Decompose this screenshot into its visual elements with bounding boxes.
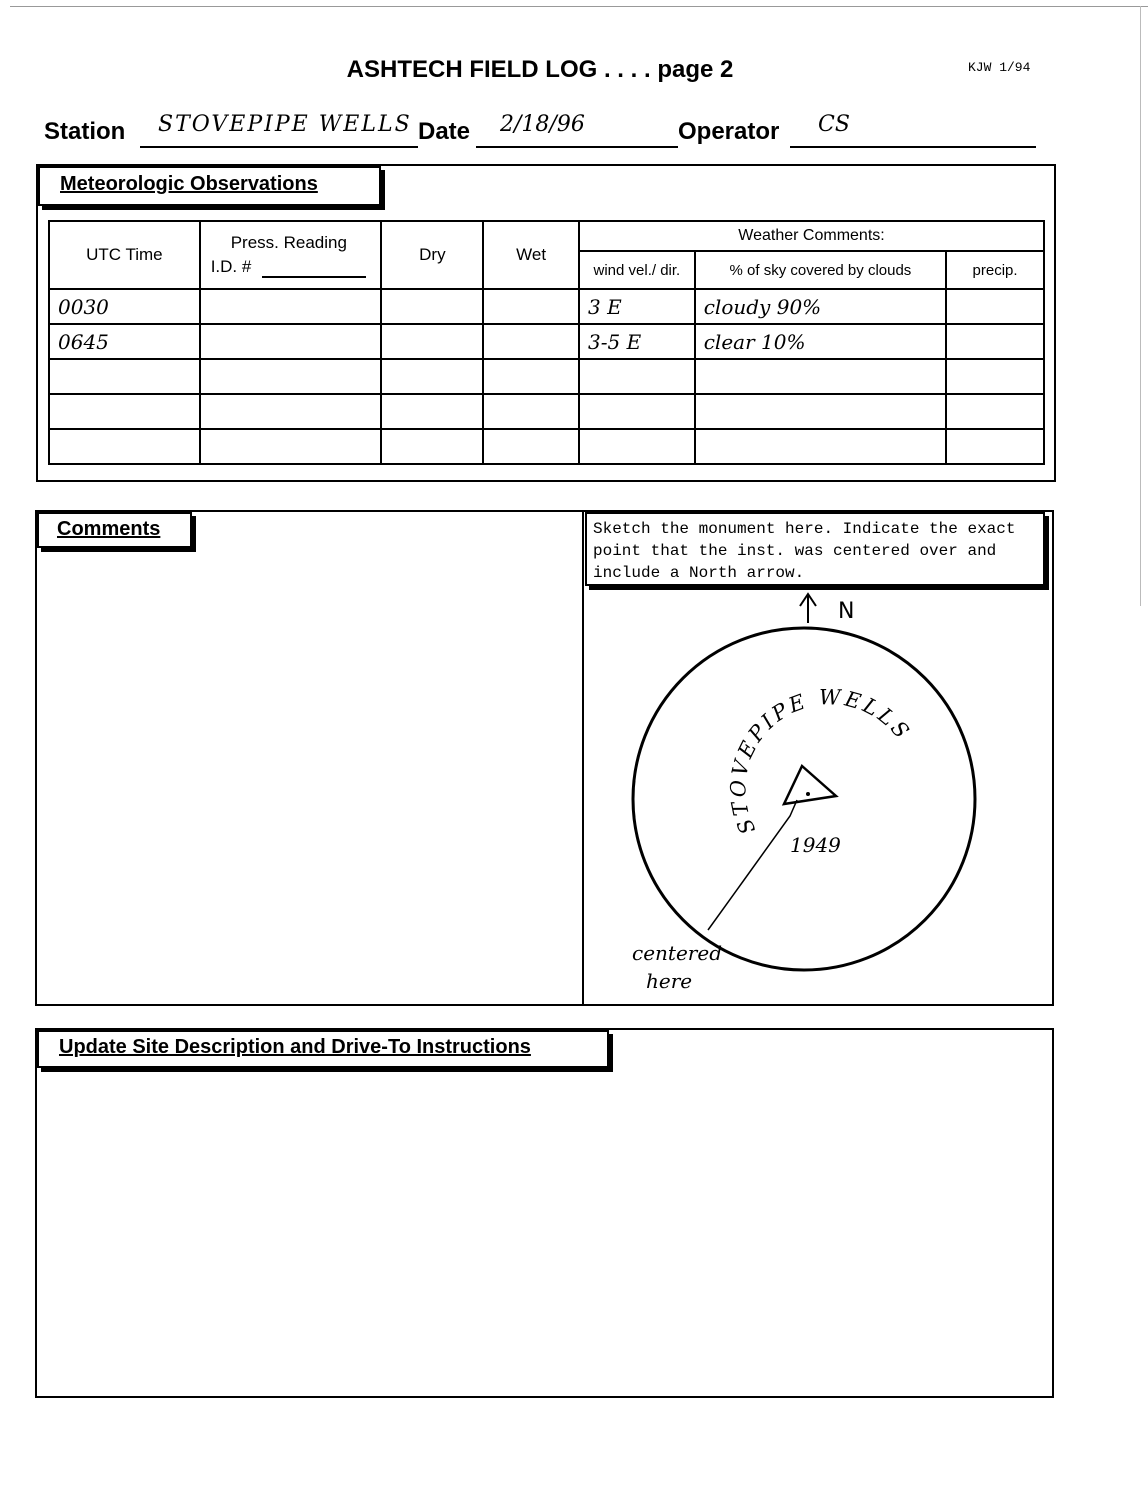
utc-time-cell[interactable]: 0030	[49, 289, 200, 324]
form-title: ASHTECH FIELD LOG . . . . page 2	[346, 56, 734, 83]
wind-cell[interactable]: 3 E	[579, 289, 695, 324]
station-label: Station	[44, 118, 126, 145]
dry-cell[interactable]	[381, 429, 483, 464]
sky-header: % of sky covered by clouds	[695, 251, 946, 289]
utc-time-cell[interactable]	[49, 394, 200, 429]
table-row	[49, 359, 1044, 394]
center-point-icon	[806, 792, 810, 796]
wind-cell[interactable]	[579, 429, 695, 464]
wind-cell[interactable]	[579, 359, 695, 394]
press-cell[interactable]	[200, 429, 382, 464]
press-id-label: I.D. #	[210, 257, 252, 276]
table-row	[49, 324, 1044, 359]
table-row	[49, 289, 1044, 324]
sky-cell[interactable]	[695, 359, 946, 394]
meteorologic-section-title: Meteorologic Observations	[38, 166, 381, 206]
operator-underline	[790, 146, 1036, 148]
comments-area[interactable]	[40, 556, 576, 996]
sky-cell[interactable]: clear 10%	[695, 324, 946, 359]
wind-cell[interactable]: 3-5 E	[579, 324, 695, 359]
press-reading-label: Press. Reading	[230, 233, 347, 252]
precip-cell[interactable]	[946, 359, 1044, 394]
wet-cell[interactable]	[483, 359, 579, 394]
precip-cell[interactable]	[946, 289, 1044, 324]
sky-cell[interactable]: cloudy 90%	[695, 289, 946, 324]
page-edge-top	[10, 6, 1148, 7]
wet-header: Wet	[483, 221, 579, 289]
sky-cell[interactable]	[695, 394, 946, 429]
centered-label: centered	[632, 941, 722, 965]
update-description-area[interactable]	[40, 1076, 1048, 1392]
dry-cell[interactable]	[381, 359, 483, 394]
north-label: N	[838, 599, 855, 624]
table-row	[49, 394, 1044, 429]
dry-cell[interactable]	[381, 394, 483, 429]
form-code: KJW 1/94	[968, 60, 1031, 75]
utc-time-cell[interactable]	[49, 359, 200, 394]
north-arrow-icon	[800, 594, 816, 623]
dry-header: Dry	[381, 221, 483, 289]
meteorologic-table	[48, 220, 1045, 465]
monument-year: 1949	[790, 833, 841, 857]
here-label: here	[646, 969, 693, 993]
precip-header: precip.	[946, 251, 1044, 289]
comments-section-title: Comments	[37, 512, 192, 548]
press-reading-header	[200, 221, 382, 289]
date-field[interactable]: 2/18/96	[500, 112, 585, 137]
update-section-title: Update Site Description and Drive-To Instructions	[37, 1030, 609, 1068]
press-cell[interactable]	[200, 324, 382, 359]
station-underline	[140, 146, 418, 148]
triangle-mark-icon	[784, 766, 836, 804]
monument-text: STOVEPIPE WELLS	[726, 685, 916, 838]
operator-label: Operator	[678, 118, 780, 145]
precip-cell[interactable]	[946, 429, 1044, 464]
wet-cell[interactable]	[483, 289, 579, 324]
page-edge-right	[1140, 6, 1141, 606]
press-id-field[interactable]	[262, 276, 366, 278]
operator-field[interactable]: CS	[818, 112, 850, 137]
sky-cell[interactable]	[695, 429, 946, 464]
monument-circle	[633, 628, 975, 970]
press-cell[interactable]	[200, 359, 382, 394]
table-row	[49, 429, 1044, 464]
utc-time-cell[interactable]: 0645	[49, 324, 200, 359]
wind-header: wind vel./ dir.	[579, 251, 695, 289]
wet-cell[interactable]	[483, 429, 579, 464]
monument-sketch[interactable]	[584, 590, 1052, 1002]
wet-cell[interactable]	[483, 324, 579, 359]
station-field[interactable]: STOVEPIPE WELLS	[158, 112, 412, 137]
press-id-line	[211, 255, 381, 279]
precip-cell[interactable]	[946, 324, 1044, 359]
utc-time-cell[interactable]	[49, 429, 200, 464]
dry-cell[interactable]	[381, 289, 483, 324]
weather-comments-header: Weather Comments:	[579, 221, 1044, 251]
press-cell[interactable]	[200, 289, 382, 324]
dry-cell[interactable]	[381, 324, 483, 359]
date-underline	[476, 146, 678, 148]
press-cell[interactable]	[200, 394, 382, 429]
date-label: Date	[418, 118, 471, 145]
precip-cell[interactable]	[946, 394, 1044, 429]
wind-cell[interactable]	[579, 394, 695, 429]
wet-cell[interactable]	[483, 394, 579, 429]
utc-time-header: UTC Time	[49, 221, 200, 289]
sketch-instructions: Sketch the monument here. Indicate the exact point that the inst. was centered over and include a North arrow.	[585, 512, 1045, 586]
